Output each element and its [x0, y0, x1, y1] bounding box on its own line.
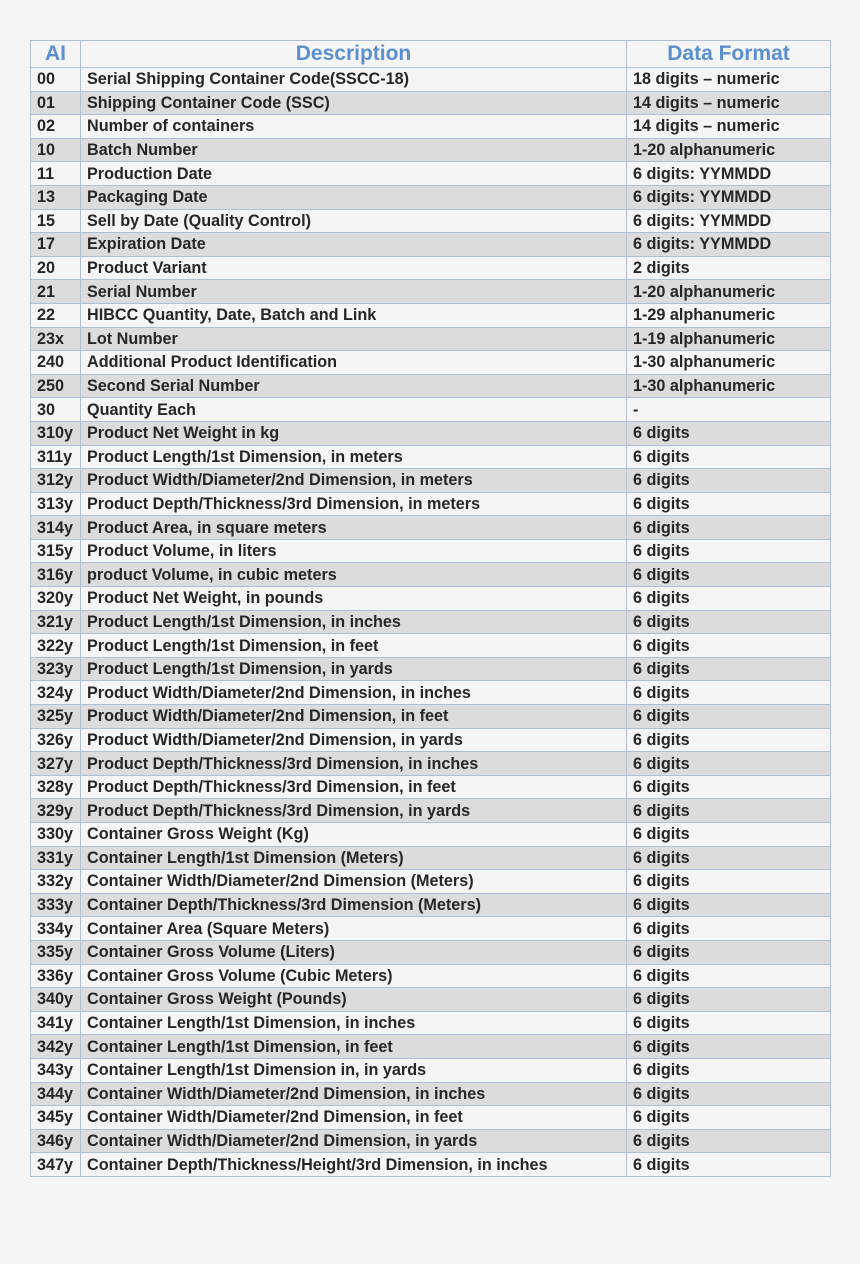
- table-row: [31, 681, 831, 705]
- table-row: [31, 634, 831, 658]
- ai-code-cell: 11: [31, 162, 81, 186]
- table-row: [31, 68, 831, 92]
- description-cell: Container Gross Volume (Cubic Meters): [81, 964, 627, 988]
- description-cell: Production Date: [81, 162, 627, 186]
- table-row: [31, 1153, 831, 1177]
- ai-code-cell: 323y: [31, 657, 81, 681]
- description-cell: Container Area (Square Meters): [81, 917, 627, 941]
- table-row: [31, 185, 831, 209]
- ai-code-cell: 340y: [31, 988, 81, 1012]
- table-row: [31, 398, 831, 422]
- description-cell: Product Depth/Thickness/3rd Dimension, in feet: [81, 775, 627, 799]
- data-format-cell: 1-20 alphanumeric: [627, 138, 831, 162]
- description-cell: Product Net Weight in kg: [81, 421, 627, 445]
- data-format-cell: 6 digits: [627, 1153, 831, 1177]
- ai-code-cell: 250: [31, 374, 81, 398]
- data-format-cell: 6 digits: YYMMDD: [627, 185, 831, 209]
- ai-code-cell: 15: [31, 209, 81, 233]
- description-cell: Container Length/1st Dimension, in inches: [81, 1011, 627, 1035]
- ai-data-table: [30, 40, 831, 1177]
- data-format-cell: 6 digits: YYMMDD: [627, 209, 831, 233]
- ai-code-cell: 346y: [31, 1129, 81, 1153]
- data-format-cell: 6 digits: [627, 846, 831, 870]
- ai-code-cell: 313y: [31, 492, 81, 516]
- data-format-cell: 2 digits: [627, 256, 831, 280]
- ai-code-cell: 326y: [31, 728, 81, 752]
- data-format-cell: 6 digits: [627, 445, 831, 469]
- data-format-cell: 6 digits: [627, 610, 831, 634]
- data-format-cell: 1-29 alphanumeric: [627, 303, 831, 327]
- table-row: [31, 870, 831, 894]
- table-row: [31, 539, 831, 563]
- description-cell: Product Depth/Thickness/3rd Dimension, in inches: [81, 752, 627, 776]
- table-row: [31, 799, 831, 823]
- description-cell: Packaging Date: [81, 185, 627, 209]
- description-cell: Product Area, in square meters: [81, 516, 627, 540]
- table-row: [31, 1011, 831, 1035]
- table-row: [31, 940, 831, 964]
- ai-code-cell: 310y: [31, 421, 81, 445]
- table-row: [31, 846, 831, 870]
- table-row: [31, 138, 831, 162]
- table-row: [31, 351, 831, 375]
- description-cell: Container Width/Diameter/2nd Dimension, in feet: [81, 1106, 627, 1130]
- data-format-cell: 6 digits: [627, 964, 831, 988]
- data-format-cell: 6 digits: [627, 421, 831, 445]
- ai-code-cell: 311y: [31, 445, 81, 469]
- ai-code-cell: 240: [31, 351, 81, 375]
- table-row: [31, 280, 831, 304]
- data-format-cell: 6 digits: [627, 1106, 831, 1130]
- ai-code-cell: 02: [31, 115, 81, 139]
- description-cell: Product Volume, in liters: [81, 539, 627, 563]
- ai-code-cell: 312y: [31, 469, 81, 493]
- ai-code-cell: 330y: [31, 823, 81, 847]
- ai-code-cell: 320y: [31, 587, 81, 611]
- data-format-cell: -: [627, 398, 831, 422]
- description-cell: Sell by Date (Quality Control): [81, 209, 627, 233]
- ai-code-cell: 324y: [31, 681, 81, 705]
- ai-code-cell: 321y: [31, 610, 81, 634]
- table-row: [31, 516, 831, 540]
- description-cell: Container Width/Diameter/2nd Dimension, in inches: [81, 1082, 627, 1106]
- ai-code-cell: 21: [31, 280, 81, 304]
- data-format-cell: 6 digits: [627, 728, 831, 752]
- ai-code-cell: 20: [31, 256, 81, 280]
- ai-code-cell: 327y: [31, 752, 81, 776]
- table-row: [31, 1082, 831, 1106]
- data-format-cell: 6 digits: [627, 1129, 831, 1153]
- table-row: [31, 91, 831, 115]
- data-format-cell: 6 digits: [627, 1058, 831, 1082]
- header-description: Description: [81, 41, 627, 68]
- table-row: [31, 893, 831, 917]
- table-row: [31, 563, 831, 587]
- table-row: [31, 705, 831, 729]
- description-cell: Product Net Weight, in pounds: [81, 587, 627, 611]
- description-cell: Quantity Each: [81, 398, 627, 422]
- description-cell: Container Depth/Thickness/3rd Dimension (Meters): [81, 893, 627, 917]
- table-row: [31, 492, 831, 516]
- data-format-cell: 6 digits: [627, 587, 831, 611]
- data-format-cell: 6 digits: [627, 516, 831, 540]
- header-data-format: Data Format: [627, 41, 831, 68]
- table-row: [31, 256, 831, 280]
- description-cell: Serial Shipping Container Code(SSCC-18): [81, 68, 627, 92]
- ai-code-cell: 314y: [31, 516, 81, 540]
- data-format-cell: 6 digits: [627, 940, 831, 964]
- ai-code-cell: 343y: [31, 1058, 81, 1082]
- description-cell: Container Width/Diameter/2nd Dimension (Meters): [81, 870, 627, 894]
- description-cell: Product Length/1st Dimension, in inches: [81, 610, 627, 634]
- table-row: [31, 209, 831, 233]
- data-format-cell: 6 digits: [627, 705, 831, 729]
- table-row: [31, 162, 831, 186]
- data-format-cell: 6 digits: [627, 634, 831, 658]
- table-row: [31, 823, 831, 847]
- table-row: [31, 610, 831, 634]
- ai-code-cell: 342y: [31, 1035, 81, 1059]
- table-row: [31, 469, 831, 493]
- table-row: [31, 115, 831, 139]
- data-format-cell: 6 digits: [627, 1011, 831, 1035]
- description-cell: Container Length/1st Dimension, in feet: [81, 1035, 627, 1059]
- data-format-cell: 6 digits: [627, 492, 831, 516]
- data-format-cell: 6 digits: [627, 657, 831, 681]
- data-format-cell: 1-30 alphanumeric: [627, 374, 831, 398]
- ai-code-cell: 316y: [31, 563, 81, 587]
- description-cell: Product Length/1st Dimension, in feet: [81, 634, 627, 658]
- table-row: [31, 657, 831, 681]
- table-row: [31, 327, 831, 351]
- ai-code-cell: 341y: [31, 1011, 81, 1035]
- data-format-cell: 6 digits: [627, 917, 831, 941]
- ai-code-cell: 17: [31, 233, 81, 257]
- data-format-cell: 6 digits: [627, 539, 831, 563]
- table-row: [31, 587, 831, 611]
- description-cell: Product Depth/Thickness/3rd Dimension, in yards: [81, 799, 627, 823]
- description-cell: Container Gross Weight (Kg): [81, 823, 627, 847]
- description-cell: HIBCC Quantity, Date, Batch and Link: [81, 303, 627, 327]
- ai-code-cell: 333y: [31, 893, 81, 917]
- data-format-cell: 6 digits: [627, 752, 831, 776]
- ai-code-cell: 347y: [31, 1153, 81, 1177]
- data-format-cell: 6 digits: [627, 775, 831, 799]
- ai-code-cell: 328y: [31, 775, 81, 799]
- ai-code-cell: 13: [31, 185, 81, 209]
- data-format-cell: 6 digits: [627, 823, 831, 847]
- ai-code-cell: 10: [31, 138, 81, 162]
- data-format-cell: 6 digits: [627, 799, 831, 823]
- description-cell: Container Length/1st Dimension in, in yards: [81, 1058, 627, 1082]
- data-format-cell: 6 digits: [627, 870, 831, 894]
- ai-code-cell: 332y: [31, 870, 81, 894]
- ai-code-cell: 334y: [31, 917, 81, 941]
- table-row: [31, 752, 831, 776]
- description-cell: Container Gross Volume (Liters): [81, 940, 627, 964]
- data-format-cell: 18 digits – numeric: [627, 68, 831, 92]
- table-row: [31, 964, 831, 988]
- data-format-cell: 14 digits – numeric: [627, 91, 831, 115]
- table-row: [31, 374, 831, 398]
- description-cell: Additional Product Identification: [81, 351, 627, 375]
- ai-code-cell: 331y: [31, 846, 81, 870]
- data-format-cell: 6 digits: [627, 893, 831, 917]
- ai-code-cell: 329y: [31, 799, 81, 823]
- description-cell: Lot Number: [81, 327, 627, 351]
- table-row: [31, 1058, 831, 1082]
- table-row: [31, 917, 831, 941]
- table-row: [31, 728, 831, 752]
- description-cell: Serial Number: [81, 280, 627, 304]
- ai-code-cell: 336y: [31, 964, 81, 988]
- ai-code-cell: 00: [31, 68, 81, 92]
- description-cell: Container Gross Weight (Pounds): [81, 988, 627, 1012]
- description-cell: Second Serial Number: [81, 374, 627, 398]
- ai-code-cell: 315y: [31, 539, 81, 563]
- description-cell: Container Depth/Thickness/Height/3rd Dimension, in inches: [81, 1153, 627, 1177]
- table-row: [31, 775, 831, 799]
- description-cell: Number of containers: [81, 115, 627, 139]
- table-row: [31, 303, 831, 327]
- ai-code-cell: 30: [31, 398, 81, 422]
- description-cell: Product Width/Diameter/2nd Dimension, in meters: [81, 469, 627, 493]
- data-format-cell: 6 digits: [627, 1035, 831, 1059]
- table-row: [31, 1129, 831, 1153]
- table-row: [31, 1106, 831, 1130]
- data-format-cell: 6 digits: [627, 1082, 831, 1106]
- table-row: [31, 233, 831, 257]
- description-cell: Product Width/Diameter/2nd Dimension, in yards: [81, 728, 627, 752]
- description-cell: Shipping Container Code (SSC): [81, 91, 627, 115]
- data-format-cell: 1-30 alphanumeric: [627, 351, 831, 375]
- data-format-cell: 6 digits: [627, 988, 831, 1012]
- ai-code-cell: 325y: [31, 705, 81, 729]
- description-cell: Product Depth/Thickness/3rd Dimension, in meters: [81, 492, 627, 516]
- table-body: [31, 68, 831, 1177]
- data-format-cell: 6 digits: [627, 681, 831, 705]
- description-cell: Product Width/Diameter/2nd Dimension, in inches: [81, 681, 627, 705]
- data-format-cell: 1-20 alphanumeric: [627, 280, 831, 304]
- ai-code-cell: 344y: [31, 1082, 81, 1106]
- data-format-cell: 6 digits: YYMMDD: [627, 233, 831, 257]
- data-format-cell: 6 digits: [627, 469, 831, 493]
- ai-code-cell: 23x: [31, 327, 81, 351]
- data-format-cell: 1-19 alphanumeric: [627, 327, 831, 351]
- table-row: [31, 988, 831, 1012]
- ai-code-cell: 01: [31, 91, 81, 115]
- table-row: [31, 421, 831, 445]
- table-header-row: [31, 41, 831, 68]
- description-cell: Container Length/1st Dimension (Meters): [81, 846, 627, 870]
- description-cell: Product Length/1st Dimension, in meters: [81, 445, 627, 469]
- ai-code-cell: 322y: [31, 634, 81, 658]
- ai-code-cell: 345y: [31, 1106, 81, 1130]
- data-format-cell: 6 digits: YYMMDD: [627, 162, 831, 186]
- description-cell: Product Length/1st Dimension, in yards: [81, 657, 627, 681]
- table-row: [31, 1035, 831, 1059]
- description-cell: Product Width/Diameter/2nd Dimension, in feet: [81, 705, 627, 729]
- header-ai: AI: [31, 41, 81, 68]
- ai-code-cell: 335y: [31, 940, 81, 964]
- table-row: [31, 445, 831, 469]
- data-format-cell: 6 digits: [627, 563, 831, 587]
- ai-code-cell: 22: [31, 303, 81, 327]
- ai-table-container: [30, 40, 830, 1177]
- description-cell: product Volume, in cubic meters: [81, 563, 627, 587]
- description-cell: Product Variant: [81, 256, 627, 280]
- description-cell: Container Width/Diameter/2nd Dimension, in yards: [81, 1129, 627, 1153]
- description-cell: Batch Number: [81, 138, 627, 162]
- data-format-cell: 14 digits – numeric: [627, 115, 831, 139]
- description-cell: Expiration Date: [81, 233, 627, 257]
